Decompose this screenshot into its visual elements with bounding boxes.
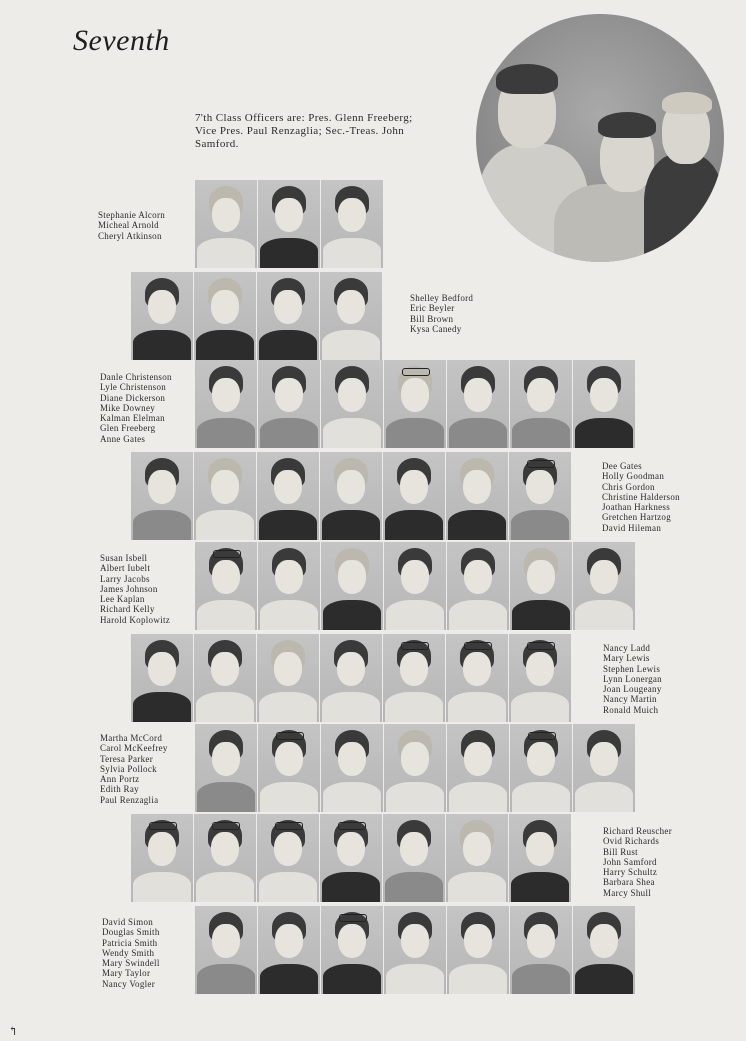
student-name: Teresa Parker [100, 753, 153, 764]
student-photo [131, 814, 193, 902]
student-photo [383, 634, 445, 722]
student-name: Albert Iubelt [100, 563, 151, 574]
student-name: Harry Schultz [603, 867, 658, 878]
student-photo [257, 814, 319, 902]
student-photo [195, 180, 257, 268]
student-photo [257, 634, 319, 722]
student-name: Patricia Smith [102, 937, 158, 948]
student-photo [195, 542, 257, 630]
student-photo [321, 724, 383, 812]
student-name: Micheal Arnold [98, 220, 159, 231]
class-officers-caption: 7'th Class Officers are: Pres. Glenn Freeberg; Vice Pres. Paul Renzaglia; Sec.-Treas. John Samford. [195, 112, 413, 150]
student-name: Eric Beyler [410, 303, 455, 314]
student-photo [573, 542, 635, 630]
student-name: Kysa Canedy [410, 323, 462, 334]
student-photo [384, 360, 446, 448]
student-name: Martha McCord [100, 733, 163, 743]
student-name: Holly Goodman [602, 471, 665, 482]
student-photo [384, 724, 446, 812]
names-row-5 [100, 553, 170, 625]
student-photo [447, 360, 509, 448]
names-row-4 [602, 461, 680, 533]
student-name: Ronald Muich [603, 704, 659, 715]
student-photo [446, 634, 508, 722]
student-photo [510, 906, 572, 994]
student-photo [573, 906, 635, 994]
page-title: Seventh [73, 24, 170, 57]
student-photo [509, 814, 571, 902]
student-photo [320, 814, 382, 902]
student-photo [510, 360, 572, 448]
student-photo [509, 452, 571, 540]
student-photo [447, 906, 509, 994]
student-name: Harold Koplowitz [100, 614, 171, 625]
student-photo [446, 814, 508, 902]
student-photo [383, 452, 445, 540]
student-photo [194, 814, 256, 902]
student-name: Chris Gordon [602, 481, 655, 492]
student-photo [258, 906, 320, 994]
names-row-2 [410, 293, 473, 334]
student-name: Sylvia Pollock [100, 763, 157, 774]
photo-row-3 [195, 360, 635, 448]
student-photo [447, 542, 509, 630]
student-photo [321, 906, 383, 994]
student-name: Richard Reuscher [603, 826, 673, 836]
photo-row-8 [131, 814, 571, 902]
names-row-9 [102, 917, 160, 989]
photo-row-4 [131, 452, 571, 540]
names-row-1 [98, 210, 165, 241]
student-photo [510, 542, 572, 630]
student-photo [194, 272, 256, 360]
student-name: Marcy Shull [603, 887, 652, 898]
student-name: Susan Isbell [100, 553, 148, 563]
student-photo [257, 452, 319, 540]
student-name: David Simon [102, 917, 154, 927]
student-photo [195, 724, 257, 812]
student-photo [573, 360, 635, 448]
student-name: Danle Christenson [100, 372, 172, 382]
student-name: Nancy Ladd [603, 643, 651, 653]
student-photo [320, 634, 382, 722]
student-name: Bill Brown [410, 313, 454, 324]
student-photo [195, 906, 257, 994]
student-photo [446, 452, 508, 540]
student-photo [321, 542, 383, 630]
student-name: Lynn Lonergan [603, 673, 662, 684]
student-name: Dee Gates [602, 461, 642, 471]
student-name: Nancy Vogler [102, 978, 156, 989]
student-name: Barbara Shea [603, 877, 655, 888]
student-name: Joathan Harkness [602, 502, 671, 513]
photo-row-7 [195, 724, 635, 812]
student-name: Ann Portz [100, 774, 140, 785]
student-photo [383, 814, 445, 902]
student-name: Diane Dickerson [100, 392, 166, 403]
student-photo [447, 724, 509, 812]
student-name: Anne Gates [100, 433, 146, 444]
student-photo [320, 452, 382, 540]
student-name: David Hileman [602, 522, 662, 533]
student-name: Stephanie Alcorn [98, 210, 166, 220]
student-photo [258, 360, 320, 448]
student-name: Cheryl Atkinson [98, 230, 162, 241]
names-row-3 [100, 372, 172, 444]
student-photo [384, 906, 446, 994]
student-photo [131, 272, 193, 360]
student-photo [258, 542, 320, 630]
student-name: Ovid Richards [603, 836, 660, 847]
student-photo [509, 634, 571, 722]
student-name: Glen Freeberg [100, 423, 156, 434]
photo-row-6 [131, 634, 571, 722]
photo-row-5 [195, 542, 635, 630]
student-photo [573, 724, 635, 812]
student-photo [258, 724, 320, 812]
class-officers-group-photo [476, 14, 724, 262]
corner-mark: ↰ [8, 1024, 19, 1038]
student-photo [510, 724, 572, 812]
student-photo [257, 272, 319, 360]
student-name: Gretchen Hartzog [602, 512, 672, 523]
photo-row-2 [131, 272, 382, 360]
student-photo [194, 452, 256, 540]
student-name: Mary Swindell [102, 958, 160, 969]
student-photo [195, 360, 257, 448]
student-name: Bill Rust [603, 846, 638, 857]
student-name: Carol McKeefrey [100, 743, 168, 754]
student-photo [320, 272, 382, 360]
student-name: James Johnson [100, 583, 158, 594]
student-name: Mary Taylor [102, 968, 151, 979]
student-name: Paul Renzaglia [100, 794, 159, 805]
student-name: Mary Lewis [603, 653, 650, 664]
student-photo [258, 180, 320, 268]
names-row-6 [603, 643, 662, 715]
student-name: Richard Kelly [100, 604, 155, 615]
student-name: Lyle Christenson [100, 382, 167, 393]
student-photo [131, 452, 193, 540]
names-row-7 [100, 733, 168, 805]
student-photo [131, 634, 193, 722]
student-name: John Samford [603, 856, 657, 867]
student-name: Christine Halderson [602, 491, 680, 502]
student-name: Edith Ray [100, 784, 139, 795]
student-name: Shelley Bedford [410, 293, 474, 303]
student-name: Stephen Lewis [603, 663, 661, 674]
student-name: Joan Lougeany [603, 684, 662, 695]
student-name: Lee Kaplan [100, 594, 145, 605]
photo-row-1 [195, 180, 383, 268]
student-name: Wendy Smith [102, 947, 155, 958]
student-name: Kalman Elelman [100, 413, 165, 424]
names-row-8 [603, 826, 672, 898]
student-photo [321, 180, 383, 268]
student-photo [321, 360, 383, 448]
student-name: Douglas Smith [102, 927, 160, 938]
student-name: Larry Jacobs [100, 573, 150, 584]
student-photo [384, 542, 446, 630]
student-photo [194, 634, 256, 722]
student-name: Mike Downey [100, 402, 156, 413]
photo-row-9 [195, 906, 635, 994]
student-name: Nancy Martin [603, 694, 657, 705]
